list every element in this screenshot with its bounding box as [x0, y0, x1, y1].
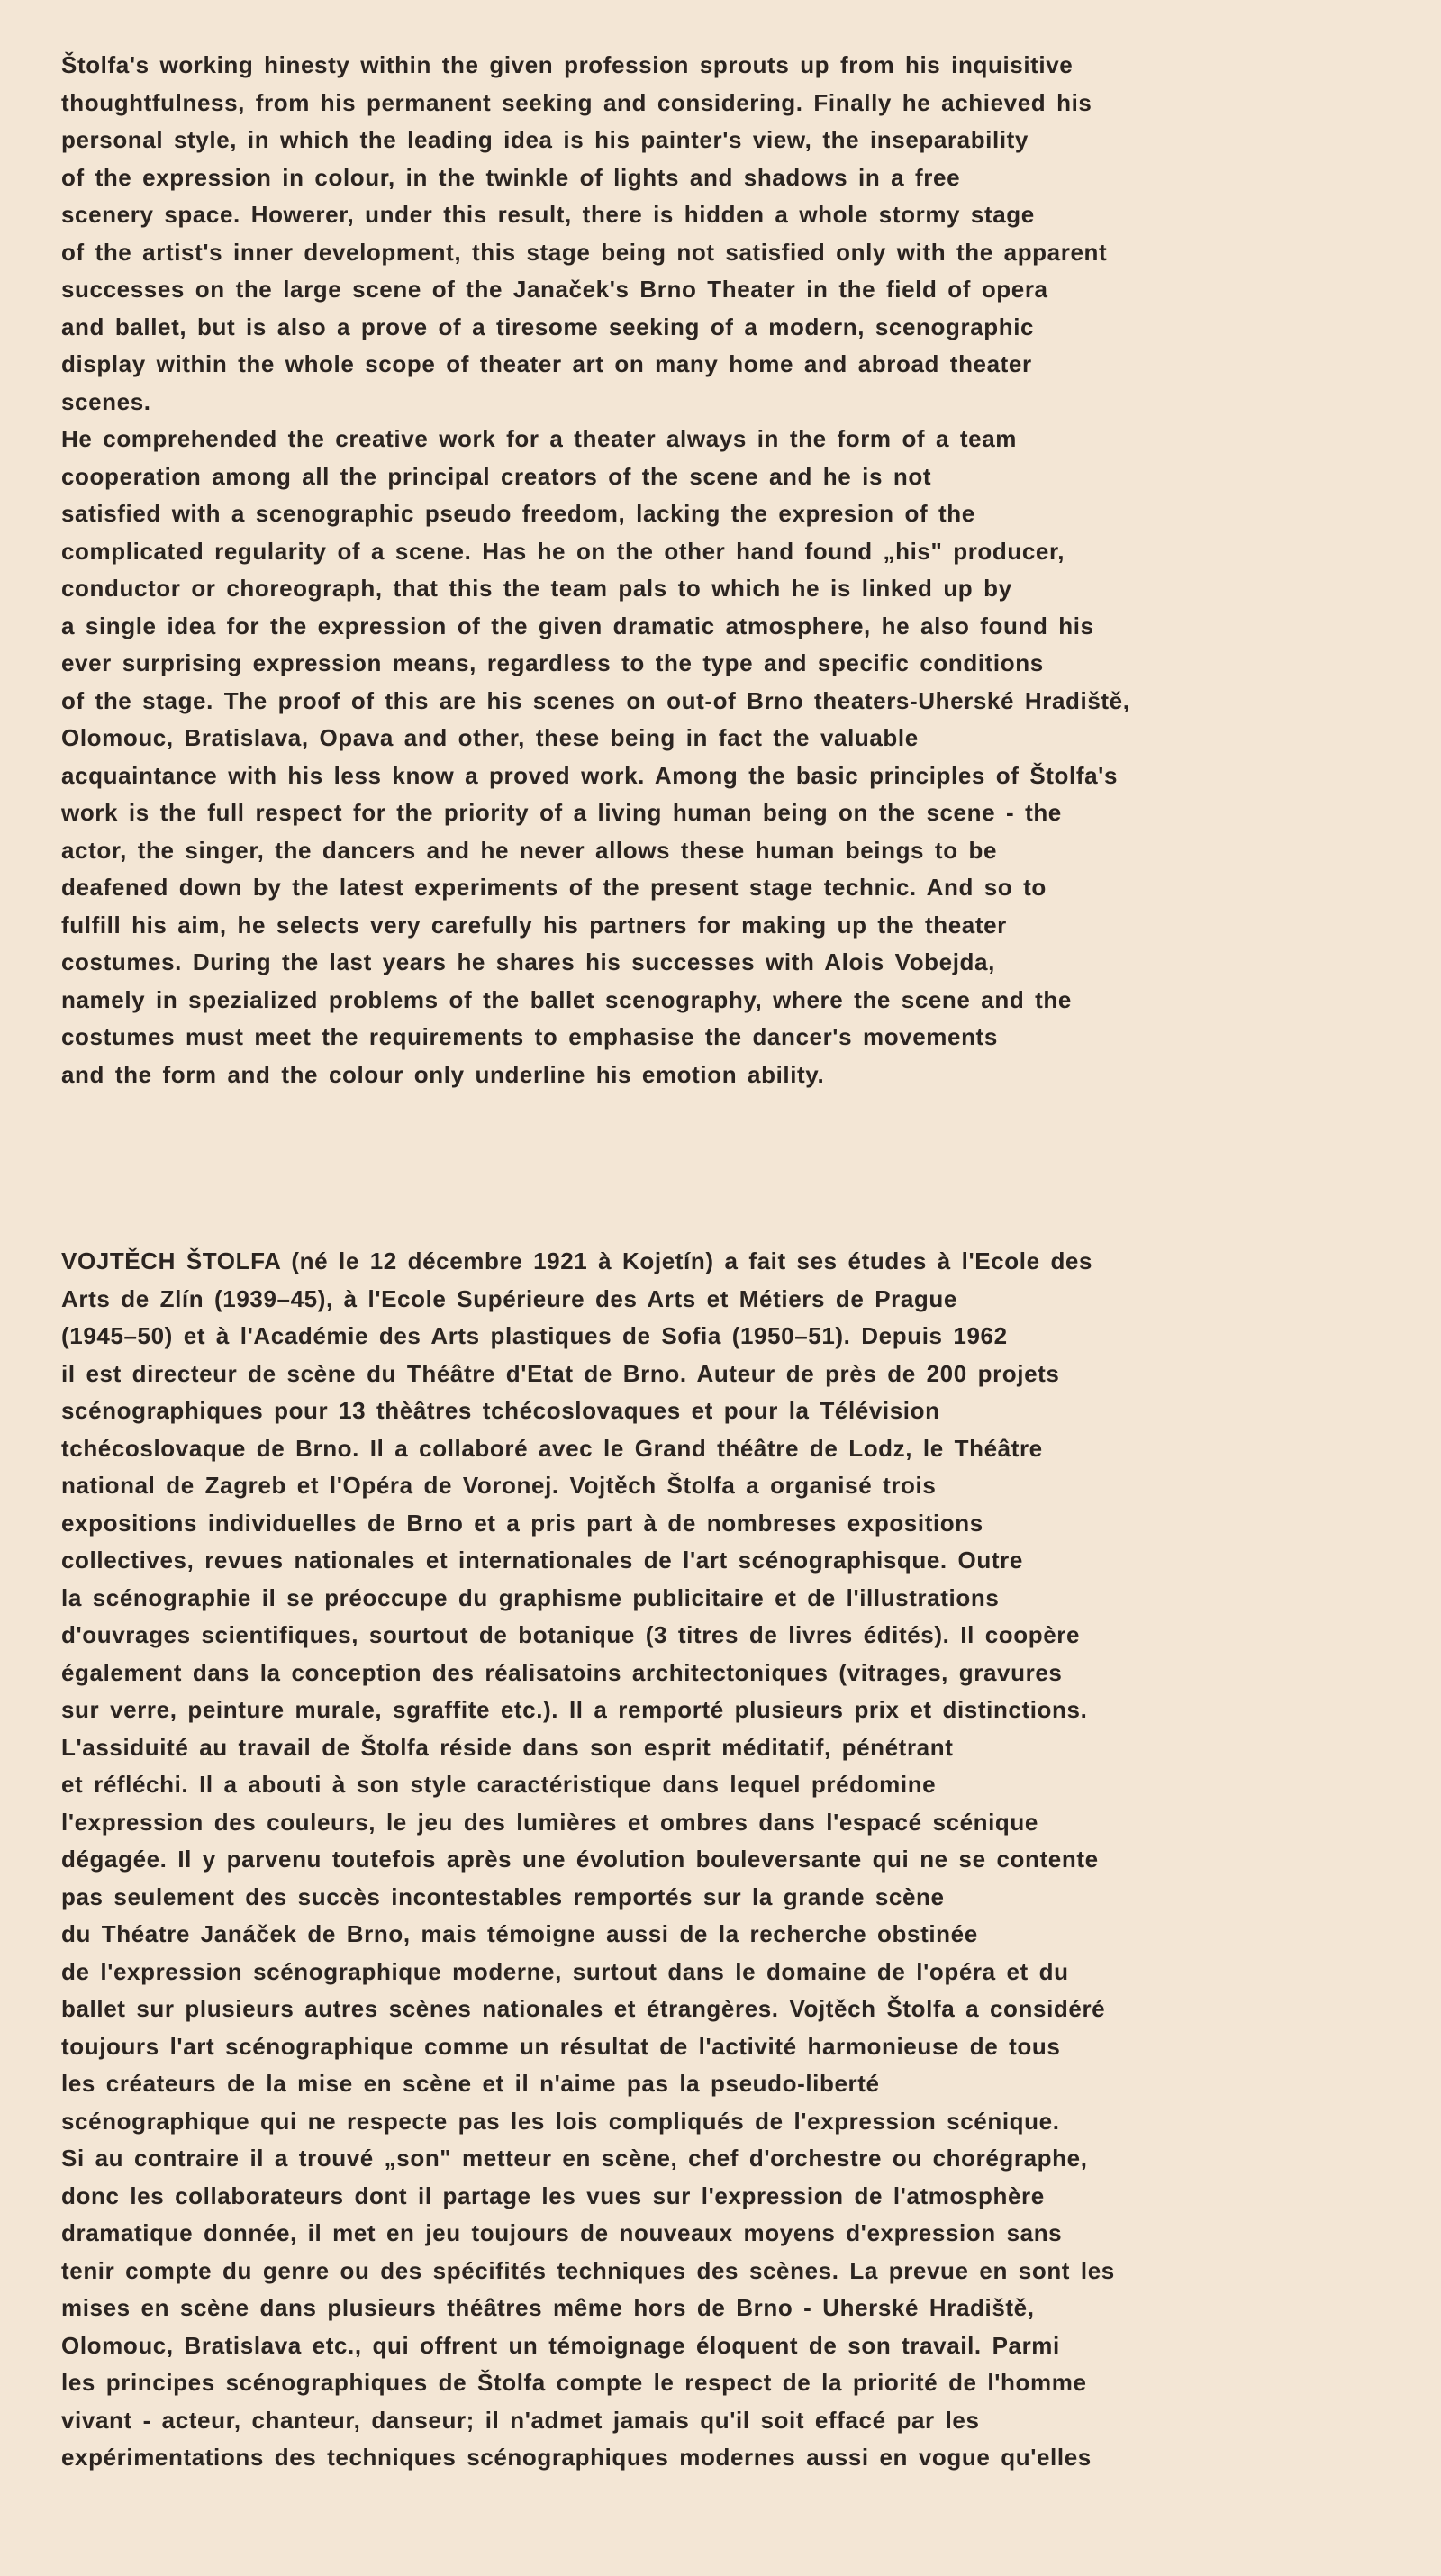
text-line: of the artist's inner development, this stage being not satisfied only with the apparent	[61, 238, 1108, 266]
text-line: display within the whole scope of theater art on many home and abroad theater	[61, 350, 1032, 377]
text-line: of the expression in colour, in the twinkle of lights and shadows in a free	[61, 163, 961, 191]
text-line: VOJTĚCH ŠTOLFA (né le 12 décembre 1921 à Kojetín) a fait ses études à l'Ecole des	[61, 1247, 1093, 1274]
text-line: d'ouvrages scientifiques, sourtout de botanique (3 titres de livres édités). Il coopère	[61, 1621, 1081, 1648]
text-line: il est directeur de scène du Théâtre d'Etat de Brno. Auteur de près de 200 projets	[61, 1359, 1060, 1387]
text-line: scenery space. Howerer, under this result, there is hidden a whole stormy stage	[61, 201, 1035, 228]
text-line: Štolfa's working hinesty within the given profession sprouts up from his inquisitive	[61, 51, 1074, 78]
text-line: scenes.	[61, 387, 151, 415]
text-line: actor, the singer, the dancers and he never allows these human beings to be	[61, 836, 998, 864]
text-line: Si au contraire il a trouvé „son" metteur en scène, chef d'orchestre ou chorégraphe,	[61, 2145, 1088, 2172]
text-line: thoughtfulness, from his permanent seeking and considering. Finally he achieved his	[61, 88, 1092, 116]
text-line: and the form and the colour only underline his emotion ability.	[61, 1060, 825, 1088]
text-line: tchécoslovaque de Brno. Il a collaboré avec le Grand théâtre de Lodz, le Théâtre	[61, 1434, 1043, 1462]
text-line: du Théatre Janáček de Brno, mais témoigne aussi de la recherche obstinée	[61, 1920, 978, 1947]
text-line: conductor or choreograph, that this the team pals to which he is linked up by	[61, 575, 1012, 602]
text-line: donc les collaborateurs dont il partage les vues sur l'expression de l'atmosphère	[61, 2181, 1045, 2209]
text-line: pas seulement des succès incontestables remportés sur la grande scène	[61, 1882, 945, 1910]
text-line: successes on the large scene of the Janaček's Brno Theater in the field of opera	[61, 276, 1048, 303]
text-line: dégagée. Il y parvenu toutefois après une évolution bouleversante qui ne se contente	[61, 1846, 1099, 1873]
text-line: national de Zagreb et l'Opéra de Voronej. Vojtěch Štolfa a organisé trois	[61, 1472, 937, 1499]
text-line: and ballet, but is also a prove of a tiresome seeking of a modern, scenographic	[61, 313, 1035, 340]
text-line: toujours l'art scénographique comme un résultat de l'activité harmonieuse de tous	[61, 2032, 1061, 2060]
text-line: namely in spezialized problems of the ballet scenography, where the scene and the	[61, 985, 1072, 1013]
text-line: work is the full respect for the priority of a living human being on the scene - the	[61, 799, 1062, 826]
text-line: mises en scène dans plusieurs théâtres même hors de Brno - Uherské Hradiště,	[61, 2294, 1035, 2321]
text-line: ballet sur plusieurs autres scènes nationales et étrangères. Vojtěch Štolfa a considéré	[61, 1995, 1106, 2022]
text-line: collectives, revues nationales et internationales de l'art scénographisque. Outre	[61, 1547, 1023, 1574]
french-paragraph	[61, 1243, 1412, 2477]
text-line: Olomouc, Bratislava, Opava and other, these being in fact the valuable	[61, 724, 919, 751]
text-line: He comprehended the creative work for a theater always in the form of a team	[61, 425, 1017, 452]
text-line: Olomouc, Bratislava etc., qui offrent un témoignage éloquent de son travail. Parmi	[61, 2331, 1060, 2359]
text-line: l'expression des couleurs, le jeu des lumières et ombres dans l'espacé scénique	[61, 1808, 1038, 1836]
text-line: ever surprising expression means, regardless to the type and specific conditions	[61, 649, 1044, 676]
english-paragraph	[61, 47, 1412, 1093]
text-line: tenir compte du genre ou des spécifités techniques des scènes. La prevue en sont les	[61, 2256, 1115, 2284]
text-line: vivant - acteur, chanteur, danseur; il n'admet jamais qu'il soit effacé par les	[61, 2406, 980, 2434]
text-line: les principes scénographiques de Štolfa compte le respect de la priorité de l'homme	[61, 2369, 1087, 2396]
text-line: cooperation among all the principal creators of the scene and he is not	[61, 462, 932, 490]
text-line: costumes must meet the requirements to emphasise the dancer's movements	[61, 1023, 998, 1050]
text-line: costumes. During the last years he shares his successes with Alois Vobejda,	[61, 948, 995, 975]
text-line: complicated regularity of a scene. Has he on the other hand found „his" producer,	[61, 537, 1065, 565]
text-line: sur verre, peinture murale, sgraffite etc.). Il a remporté plusieurs prix et distinctions.	[61, 1696, 1088, 1723]
text-line: les créateurs de la mise en scène et il n'aime pas la pseudo-liberté	[61, 2070, 880, 2097]
text-line: deafened down by the latest experiments of the present stage technic. And so to	[61, 874, 1047, 901]
text-line: personal style, in which the leading idea is his painter's view, the inseparability	[61, 126, 1029, 153]
text-line: Arts de Zlín (1939–45), à l'Ecole Supérieure des Arts et Métiers de Prague	[61, 1284, 957, 1312]
text-line: scénographiques pour 13 thèâtres tchécoslovaques et pour la Télévision	[61, 1397, 940, 1424]
text-line: (1945–50) et à l'Académie des Arts plastiques de Sofia (1950–51). Depuis 1962	[61, 1322, 1008, 1349]
text-line: a single idea for the expression of the given dramatic atmosphere, he also found his	[61, 612, 1094, 639]
text-line: et réfléchi. Il a abouti à son style caractéristique dans lequel prédomine	[61, 1771, 937, 1798]
text-line: expositions individuelles de Brno et a pris part à de nombreses expositions	[61, 1509, 983, 1537]
text-line: scénographique qui ne respecte pas les lois compliqués de l'expression scénique.	[61, 2107, 1060, 2135]
text-line: acquaintance with his less know a proved work. Among the basic principles of Štolfa's	[61, 761, 1119, 789]
text-line: of the stage. The proof of this are his scenes on out-of Brno theaters-Uherské Hradiště,	[61, 686, 1130, 714]
text-line: expérimentations des techniques scénographiques modernes aussi en vogue qu'elles	[61, 2444, 1092, 2471]
text-line: la scénographie il se préoccupe du graphisme publicitaire et de l'illustrations	[61, 1583, 1000, 1611]
text-line: L'assiduité au travail de Štolfa réside dans son esprit méditatif, pénétrant	[61, 1733, 954, 1761]
text-line: dramatique donnée, il met en jeu toujours de nouveaux moyens d'expression sans	[61, 2219, 1063, 2246]
text-line: satisfied with a scenographic pseudo freedom, lacking the expresion of the	[61, 500, 975, 527]
text-line: également dans la conception des réalisatoins architectoniques (vitrages, gravures	[61, 1658, 1063, 1686]
text-line: de l'expression scénographique moderne, surtout dans le domaine de l'opéra et du	[61, 1957, 1069, 1985]
text-line: fulfill his aim, he selects very carefully his partners for making up the theater	[61, 911, 1007, 939]
